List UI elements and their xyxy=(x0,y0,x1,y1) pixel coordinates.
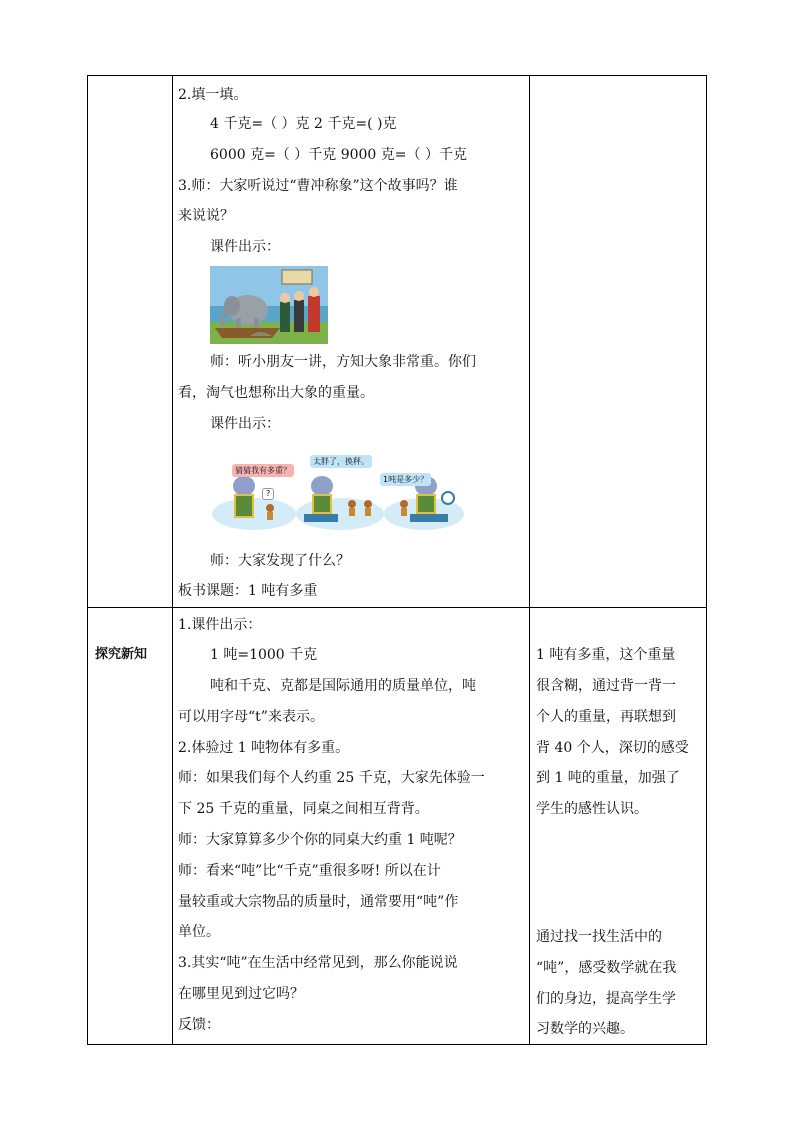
text-line: 师：看来“吨”比“千克”重很多呀! 所以在计 xyxy=(178,863,441,879)
text-line: 课件出示： xyxy=(210,416,280,432)
text-line: 下 25 千克的重量，同桌之间相互背背。 xyxy=(178,801,429,817)
speech-bubble: 太胖了，换秤。 xyxy=(310,455,372,468)
column-divider-1 xyxy=(172,76,173,1044)
note-line: 很含糊，通过背一背一 xyxy=(536,678,676,694)
note-line: 背 40 个人，深切的感受 xyxy=(536,740,689,756)
text-line: 1 吨=1000 千克 xyxy=(210,647,318,663)
note-line: 1 吨有多重，这个重量 xyxy=(536,647,676,663)
text-line: 2.填一填。 xyxy=(178,87,248,103)
text-line: 师：大家发现了什么？ xyxy=(210,553,350,569)
text-line: 课件出示： xyxy=(210,239,280,255)
text-line: 来说说？ xyxy=(178,208,234,224)
text-line: 板书课题：1 吨有多重 xyxy=(178,583,318,599)
note-line: 习数学的兴趣。 xyxy=(536,1021,634,1037)
note-line: 们的身边，提高学生学 xyxy=(536,991,676,1007)
text-line: 看，淘气也想称出大象的重量。 xyxy=(178,385,374,401)
text-line: 4 千克=（ ）克 2 千克=( )克 xyxy=(210,116,397,132)
speech-bubble: 1吨是多少？ xyxy=(380,473,431,486)
text-line: 6000 克=（ ）千克 9000 克=（ ）千克 xyxy=(210,147,467,163)
text-line: 2.体验过 1 吨物体有多重。 xyxy=(178,740,350,756)
note-line: 通过找一找生活中的 xyxy=(536,929,662,945)
note-line: 到 1 吨的重量，加强了 xyxy=(536,770,680,786)
text-line: 1.课件出示： xyxy=(178,617,262,633)
text-line: 师：如果我们每个人约重 25 千克，大家先体验一 xyxy=(178,770,485,786)
text-line: 3.师：大家听说过“曹冲称象”这个故事吗？谁 xyxy=(178,178,458,194)
note-line: 个人的重量，再联想到 xyxy=(536,709,676,725)
text-line: 可以用字母“t”来表示。 xyxy=(178,709,324,725)
text-line: 师：大家算算多少个你的同桌大约重 1 吨呢？ xyxy=(178,832,462,848)
elephant-weighing-comic xyxy=(212,446,464,532)
row-divider xyxy=(88,607,706,608)
text-line: 在哪里见到过它吗？ xyxy=(178,986,304,1002)
text-line: 量较重或大宗物品的质量时，通常要用“吨”作 xyxy=(178,894,459,910)
column-divider-2 xyxy=(529,76,530,1044)
text-line: 师：听小朋友一讲，方知大象非常重。你们 xyxy=(210,354,476,370)
speech-bubble: ? xyxy=(262,488,274,500)
note-line: “吨”，感受数学就在我 xyxy=(536,960,677,976)
text-line: 反馈： xyxy=(178,1017,220,1033)
text-line: 3.其实“吨”在生活中经常见到，那么你能说说 xyxy=(178,955,458,971)
section-label: 探究新知 xyxy=(95,647,148,662)
text-line: 吨和千克、克都是国际通用的质量单位，吨 xyxy=(210,678,476,694)
cao-chong-weighing-elephant-illustration xyxy=(210,266,328,344)
speech-bubble: 猜猜我有多重？ xyxy=(232,464,294,477)
text-line: 单位。 xyxy=(178,924,220,940)
note-line: 学生的感性认识。 xyxy=(536,801,648,817)
